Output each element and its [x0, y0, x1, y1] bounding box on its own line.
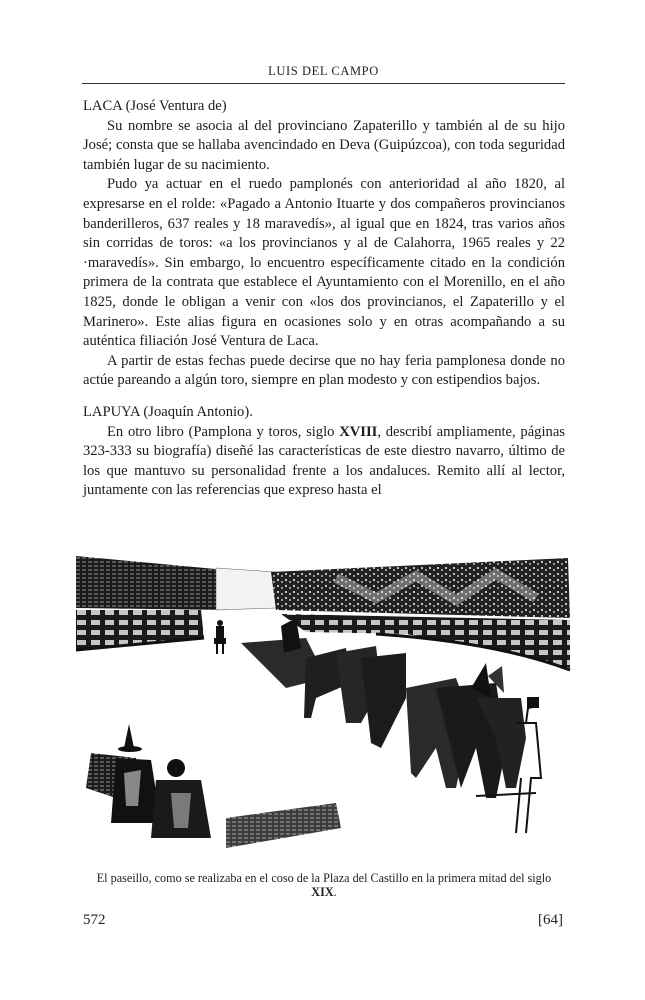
- stands-left: [76, 556, 226, 610]
- paragraph: Pudo ya actuar en el ruedo pamplonés con anterioridad al año 1820, al expresarse en el rolde: «Pagado a Antonio Ituarte y dos compañeros provincianos banderilleros, 637 reales y 18 maravedís», al igual que en 1824, tras varios años sin corridas de toros: «a los provincianos y al de Calahorra, 1965 reales y 22 ·maravedís». Sin embargo, lo encuentro específicamente citado en la condición primera de la contrata que establece el Ayuntamiento con el Morenillo, en el año 1825, donde le obligan a venir con «los dos provincianos, el Zapaterillo y el Marinero». Este alias figura en ocasiones solo y en otras acompañando a su auténtica filiación José Ventura de Laca.: [83, 176, 565, 350]
- century-numeral: XVIII: [339, 423, 378, 440]
- header-rule: [82, 83, 565, 84]
- bracket-page-number: [64]: [538, 912, 563, 928]
- paragraph: A partir de estas fechas puede decirse que no hay feria pamplonesa donde no actúe pareando a algún toro, siempre en plan modesto y con estipendios bajos.: [83, 352, 565, 389]
- paragraph: [83, 423, 565, 501]
- entry-title-laca: LACA (José Ventura de): [83, 98, 227, 114]
- caption-text: El paseillo, como se realizaba en el coso de la Plaza del Castillo en la primera mitad del siglo: [96, 871, 552, 885]
- woodcut-drawing: [76, 548, 572, 856]
- running-head: LUIS DEL CAMPO: [268, 64, 379, 78]
- paseillo-illustration: [76, 548, 572, 856]
- figure-caption: [74, 871, 574, 899]
- page-number: 572: [83, 912, 106, 928]
- entry-gap: [83, 391, 565, 403]
- entry-title-lapuya: LAPUYA (Joaquín Antonio).: [83, 403, 253, 420]
- paragraph: Su nombre se asocia al del provinciano Zapaterillo y también al de su hijo José; consta que se hallaba avencindado en Deva (Guipúzcoa), con toda seguridad también lugar de su nacimiento.: [83, 117, 565, 173]
- lead-rider: [214, 620, 226, 654]
- paragraph-text: En otro libro (Pamplona y toros, siglo: [107, 423, 340, 440]
- caption-century: XIX: [311, 885, 334, 899]
- spectators: [86, 724, 341, 848]
- paragraph-text: , describí ampliamente, páginas 323-333 su biografía) diseñé las características de este diestro navarro, último de los que mantuvo su personalidad frente a los andaluces. Remito allí al lector, juntamente con las referencias que expreso hasta el: [83, 423, 565, 499]
- body-text: [83, 97, 565, 501]
- caption-end: .: [333, 885, 337, 899]
- stands-center: [216, 568, 276, 610]
